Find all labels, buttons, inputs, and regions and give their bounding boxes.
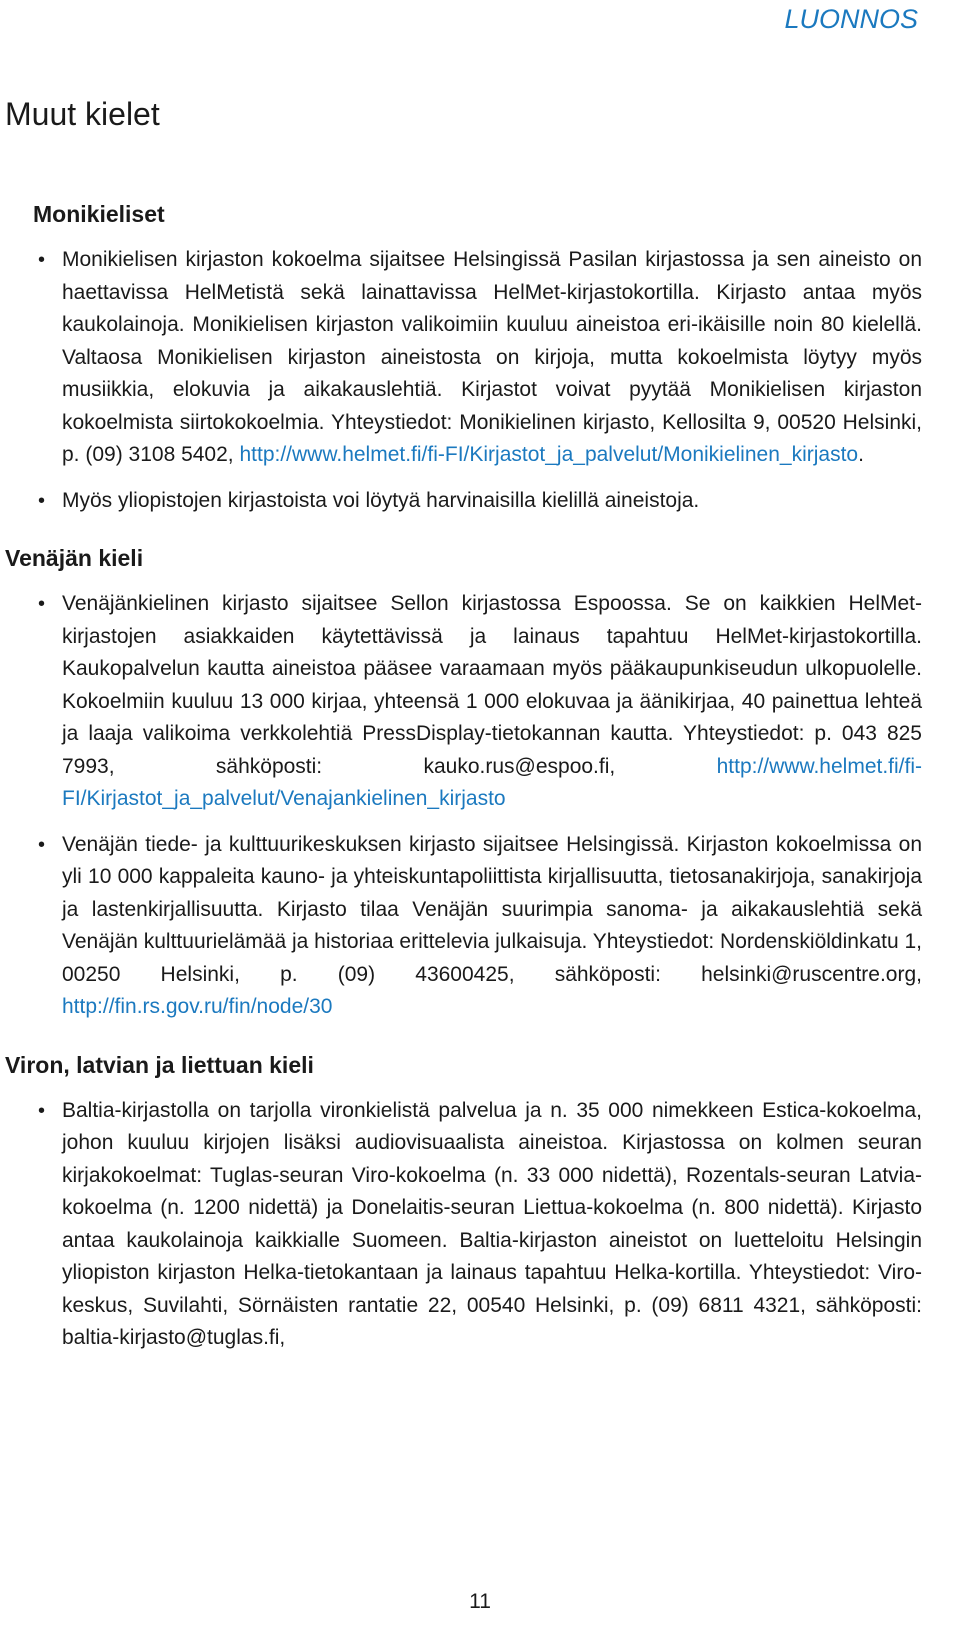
venajankielinen-kirjasto-link[interactable]: http://www.helmet.fi/fi-FI/Kirjastot_ja_palvelut/Venajankielinen_kirjasto xyxy=(62,754,922,810)
list-item xyxy=(5,1095,922,1355)
bullet-list-monikieliset xyxy=(5,244,922,517)
list-item xyxy=(5,588,922,816)
item-text: Venäjän tiede- ja kulttuurikeskuksen kirjasto sijaitsee Helsingissä. Kirjaston kokoelmissa on yli 10 000 kappaleita kauno- ja yhteiskuntapoliittista kirjallisuutta, tietosanakirjoja, sanakirjoja ja lastenkirjallisuutta. Kirjasto tilaa Venäjän suurimpia sanoma- ja aikakauslehtiä sekä Venäjän kulttuurielämää ja historiaa erittelevia julkaisuja. Yhteystiedot: Nordenskiöldinkatu 1, 00250 Helsinki, p. (09) 43600425, sähköposti: helsinki@ruscentre.org, xyxy=(62,832,922,986)
item-text: Venäjänkielinen kirjasto sijaitsee Sellon kirjastossa Espoossa. Se on kaikkien HelMet-kirjastojen asiakkaiden käytettävissä ja lainaus tapahtuu HelMet-kirjastokortilla. Kaukopalvelun kautta aineistoa pääsee varaamaan myös pääkaupunkiseudun ulkopuolelle. Kokoelmiin kuuluu 13 000 kirjaa, yhteensä 1 000 elokuvaa ja äänikirjaa, 40 painettua lehteä ja laaja valikoima verkkolehtiä PressDisplay-tietokannan kautta. Yhteystiedot: p. 043 825 7993, sähköposti: kauko.rus@espoo.fi, xyxy=(62,592,922,778)
bullet-icon: • xyxy=(38,833,46,856)
monikielinen-kirjasto-link[interactable]: http://www.helmet.fi/fi-FI/Kirjastot_ja_palvelut/Monikielinen_kirjasto xyxy=(239,443,859,466)
item-suffix: . xyxy=(858,443,864,466)
list-item xyxy=(5,244,922,472)
bullet-icon: • xyxy=(38,593,46,615)
section-heading-viron-latvian-liettuan: Viron, latvian ja liettuan kieli xyxy=(5,1051,314,1078)
page-title: Muut kielet xyxy=(5,96,160,132)
bullet-list-baltia xyxy=(5,1095,922,1355)
section-heading-monikieliset: Monikieliset xyxy=(33,201,165,227)
bullet-icon: • xyxy=(38,489,46,512)
document-page xyxy=(5,96,922,1355)
section-heading-venajan-kieli: Venäjän kieli xyxy=(5,545,144,571)
draft-label: LUONNOS xyxy=(784,4,918,34)
item-text: Baltia-kirjastolla on tarjolla vironkielistä palvelua ja n. 35 000 nimekkeen Estica-kokoelma, johon kuuluu kirjojen lisäksi audiovisuaalista aineistoa. Kirjastossa on kolmen seuran kirjakokoelmat: Tuglas-seuran Viro-kokoelma (n. 33 000 nidettä), Rozentals-seuran Latvia-kokoelma (n. 1200 nidettä) ja Donelaitis-seuran Liettua-kokoelma (n. 800 nidettä). Kirjasto antaa kaukolainoja kaikkialle Suomeen. Baltia-kirjaston aineistot on luetteloitu Helsingin yliopiston kirjaston Helka-tietokantaan ja lainaus tapahtuu Helka-kortilla. Yhteystiedot: Viro-keskus, Suvilahti, Sörnäisten rantatie 22, 00540 Helsinki, p. (09) 6811 4321, sähköposti: baltia-kirjasto@tuglas.fi, xyxy=(62,1098,922,1349)
ruscentre-link[interactable]: http://fin.rs.gov.ru/fin/node/30 xyxy=(62,995,333,1018)
bullet-icon: • xyxy=(38,249,46,271)
bullet-icon: • xyxy=(38,1099,46,1122)
item-text: Myös yliopistojen kirjastoista voi löytyä harvinaisilla kielillä aineistoja. xyxy=(62,488,700,512)
page-number: 11 xyxy=(469,1590,491,1613)
bullet-list-venajan-kieli xyxy=(5,588,922,1024)
item-text: Monikielisen kirjaston kokoelma sijaitsee Helsingissä Pasilan kirjastossa ja sen aineisto on haettavissa HelMetistä sekä lainattavissa HelMet-kirjastokortilla. Kirjasto antaa myös kaukolainoja. Monikielisen kirjaston valikoimiin kuuluu aineistoa eri-ikäisille noin 80 kielellä. Valtaosa Monikielisen kirjaston aineistosta on kirjoja, mutta kokoelmista löytyy myös musiikkia, elokuvia ja aikakauslehtiä. Kirjastot voivat pyytää Monikielisen kirjaston kokoelmista siirtokokoelmia. Yhteystiedot: Monikielinen kirjasto, Kellosilta 9, 00520 Helsinki, p. (09) 3108 5402, xyxy=(62,248,922,466)
list-item xyxy=(5,485,922,518)
list-item xyxy=(5,829,922,1024)
